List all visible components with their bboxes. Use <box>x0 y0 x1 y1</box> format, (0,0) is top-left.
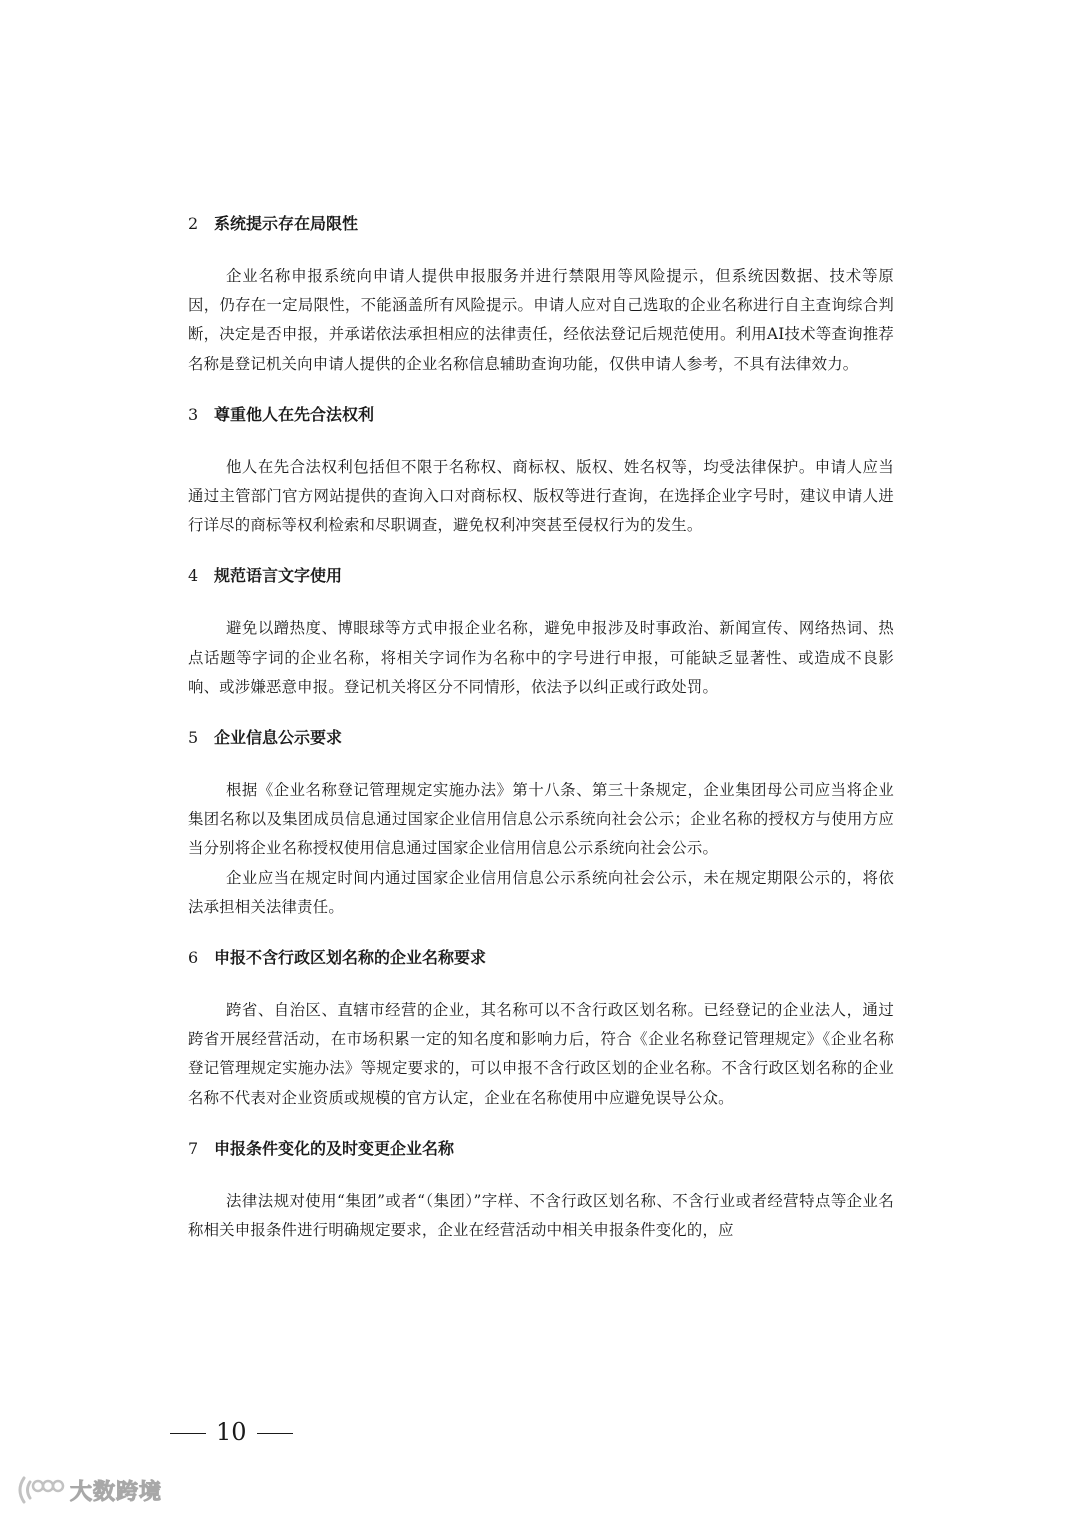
section-number: 6 <box>188 948 199 968</box>
section-gap <box>188 379 894 399</box>
section-paragraph: 企业名称申报系统向申请人提供申报服务并进行禁限用等风险提示，但系统因数据、技术等原因，仍存在一定局限性，不能涵盖所有风险提示。申请人应对自己选取的企业名称进行自主查询综合判断，决定是否申报，并承诺依法承担相应的法律责任，经依法登记后规范使用。利用AI技术等查询推荐名称是登记机关向申请人提供的企业名称信息辅助查询功能，仅供申请人参考，不具有法律效力。 <box>188 267 894 373</box>
page-number-value: 10 <box>216 1418 247 1446</box>
section-title: 申报条件变化的及时变更企业名称 <box>214 1138 455 1158</box>
section-number: 5 <box>188 728 199 748</box>
section-paragraph: 企业应当在规定时间内通过国家企业信用信息公示系统向社会公示，未在规定期限公示的，将依法承担相关法律责任。 <box>188 868 894 916</box>
section-title: 企业信息公示要求 <box>214 728 343 748</box>
heading-gap <box>188 1165 894 1187</box>
section-paragraph: 根据《企业名称登记管理规定实施办法》第十八条、第三十条规定，企业集团母公司应当将企业集团名称以及集团成员信息通过国家企业信用信息公示系统向社会公示；企业名称的授权方与使用方应当分别将企业名称授权使用信息通过国家企业信用信息公示系统向社会公示。 <box>188 781 894 858</box>
section-title: 规范语言文字使用 <box>214 566 343 586</box>
section-paragraph: 避免以蹭热度、博眼球等方式申报企业名称，避免申报涉及时事政治、新闻宣传、网络热词、热点话题等字词的企业名称，将相关字词作为名称中的字号进行申报，可能缺乏显著性、或造成不良影响、或涉嫌恶意申报。登记机关将区分不同情形，依法予以纠正或行政处罚。 <box>188 619 894 696</box>
heading-gap <box>188 240 894 262</box>
section-number: 2 <box>188 214 199 233</box>
page-number <box>160 1416 303 1448</box>
section-gap <box>188 922 894 942</box>
left-dash <box>170 1433 206 1434</box>
heading-gap <box>188 431 894 453</box>
section-number: 3 <box>188 404 199 424</box>
section-paragraph: 跨省、自治区、直辖市经营的企业，其名称可以不含行政区划名称。已经登记的企业法人，通过跨省开展经营活动，在市场积累一定的知名度和影响力后，符合《企业名称登记管理规定》《企业名称登记管理规定实施办法》等规定要求的，可以申报不含行政区划的企业名称。不含行政区划名称的企业名称不代表对企业资质或规模的官方认定，企业在名称使用中应避免误导公众。 <box>188 1001 894 1107</box>
section-gap <box>188 1113 894 1133</box>
section-heading <box>188 722 894 754</box>
right-dash <box>257 1433 293 1434</box>
section-heading <box>188 942 894 974</box>
document-body <box>188 208 894 1245</box>
heading-gap <box>188 754 894 776</box>
section-number: 4 <box>188 566 199 586</box>
sound-wave-logo-icon <box>14 1472 66 1508</box>
section-heading <box>188 560 894 592</box>
section-number: 7 <box>188 1138 199 1158</box>
section-paragraph: 他人在先合法权利包括但不限于名称权、商标权、版权、姓名权等，均受法律保护。申请人应当通过主管部门官方网站提供的查询入口对商标权、版权等进行查询，在选择企业字号时，建议申请人进行详尽的商标等权利检索和尽职调查，避免权利冲突甚至侵权行为的发生。 <box>188 457 894 535</box>
heading-gap <box>188 974 894 996</box>
section-heading <box>188 399 894 431</box>
section-gap <box>188 540 894 560</box>
watermark <box>14 1472 162 1508</box>
section-heading <box>188 1133 894 1165</box>
heading-gap <box>188 592 894 614</box>
section-paragraph: 法律法规对使用“集团”或者“（集团）”字样、不含行政区划名称、不含行业或者经营特点等企业名称相关申报条件进行明确规定要求，企业在经营活动中相关申报条件变化的，应 <box>188 1191 894 1240</box>
section-title: 申报不含行政区划名称的企业名称要求 <box>214 948 487 968</box>
section-title: 尊重他人在先合法权利 <box>214 404 375 424</box>
section-heading <box>188 208 894 240</box>
section-title: 系统提示存在局限性 <box>214 214 359 233</box>
watermark-text: 大数跨境 <box>70 1479 163 1505</box>
section-gap <box>188 702 894 722</box>
